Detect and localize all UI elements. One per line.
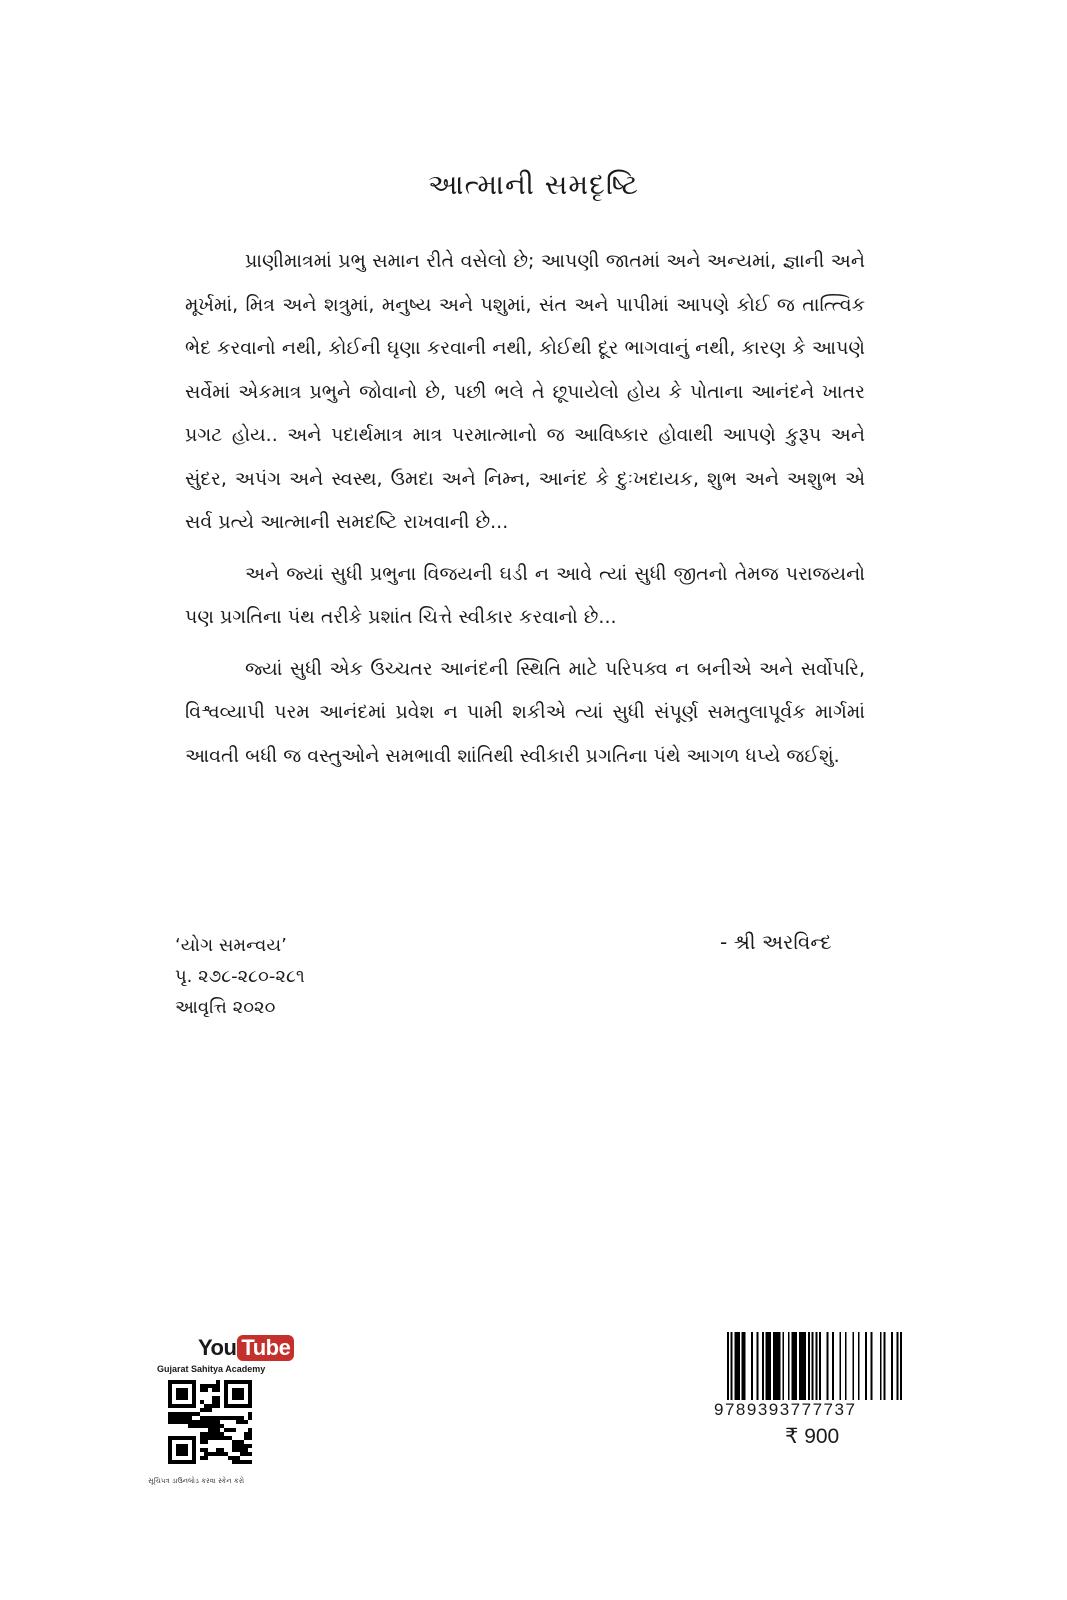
source-citation — [175, 930, 305, 1023]
author-name: - શ્રી અરવિન્દ — [720, 930, 832, 954]
qr-code[interactable] — [168, 1380, 252, 1464]
qr-caption: સૂચિપત્ર ડાઉનલોડ કરવા સ્કેન કરો — [148, 1477, 245, 1485]
source-pages: પૃ. ૨૭૮-૨૮૦-૨૮૧ — [175, 966, 305, 987]
youtube-channel-name: Gujarat Sahitya Academy — [157, 1364, 266, 1374]
isbn-number: 9789393777737 — [714, 1400, 857, 1419]
paragraph-2: અને જ્યાં સુધી પ્રભુના વિજયની ઘડી ન આવે ત્યાં સુધી જીતનો તેમજ પરાજયનો પણ પ્રગતિના પંથ તરીકે પ્રશાંત ચિત્તે સ્વીકાર કરવાનો છે... — [185, 562, 865, 628]
paragraph-1: પ્રાણીમાત્રમાં પ્રભુ સમાન રીતે વસેલો છે; આપણી જાતમાં અને અન્યમાં, જ્ઞાની અને મૂર્ખમાં, મિત્ર અને શત્રુમાં, મનુષ્ય અને પશુમાં, સંત અને પાપીમાં આપણે કોઈ જ તાત્ત્વિક ભેદ કરવાનો નથી, કોઈની ઘૃણા કરવાની નથી, કોઈથી દૂર ભાગવાનું નથી, કારણ કે આપણે સર્વેમાં એકમાત્ર પ્રભુને જોવાનો છે, પછી ભલે તે છૂપાયેલો હોય કે પોતાના આનંદને ખાતર પ્રગટ હોય.. અને પદાર્થમાત્ર માત્ર પરમાત્માનો જ આવિષ્કાર હોવાથી આપણે કુરૂપ અને સુંદર, અપંગ અને સ્વસ્થ, ઉમદા અને નિમ્ન, આનંદ કે દુઃખદાયક, શુભ અને અશુભ એ સર્વ પ્રત્યે આત્માની સમદષ્ટિ રાખવાની છે... — [185, 250, 865, 533]
price-label: ₹ 900 — [785, 1425, 840, 1448]
source-book: ‘યોગ સમન્વય’ — [175, 935, 287, 956]
paragraph-3: જ્યાં સુધી એક ઉચ્ચતર આનંદની સ્થિતિ માટે પરિપક્વ ન બનીએ અને સર્વોપરિ, વિશ્વવ્યાપી પરમ આનંદમાં પ્રવેશ ન પામી શકીએ ત્યાં સુધી સંપૂર્ણ સમતુલાપૂર્વક માર્ગમાં આવતી બધી જ વસ્તુઓને સમભાવી શાંતિથી સ્વીકારી પ્રગતિના પંથે આગળ ધપ્યે જઈશું. — [185, 657, 865, 767]
source-edition: આવૃત્તિ ૨૦૨૦ — [175, 997, 276, 1018]
youtube-logo[interactable] — [198, 1335, 294, 1361]
isbn-barcode — [727, 1332, 902, 1400]
youtube-logo-tube: Tube — [237, 1335, 294, 1361]
body-text — [185, 240, 865, 786]
page-title: આત્માની સમદૃષ્ટિ — [428, 168, 639, 201]
youtube-logo-you: You — [198, 1335, 237, 1360]
